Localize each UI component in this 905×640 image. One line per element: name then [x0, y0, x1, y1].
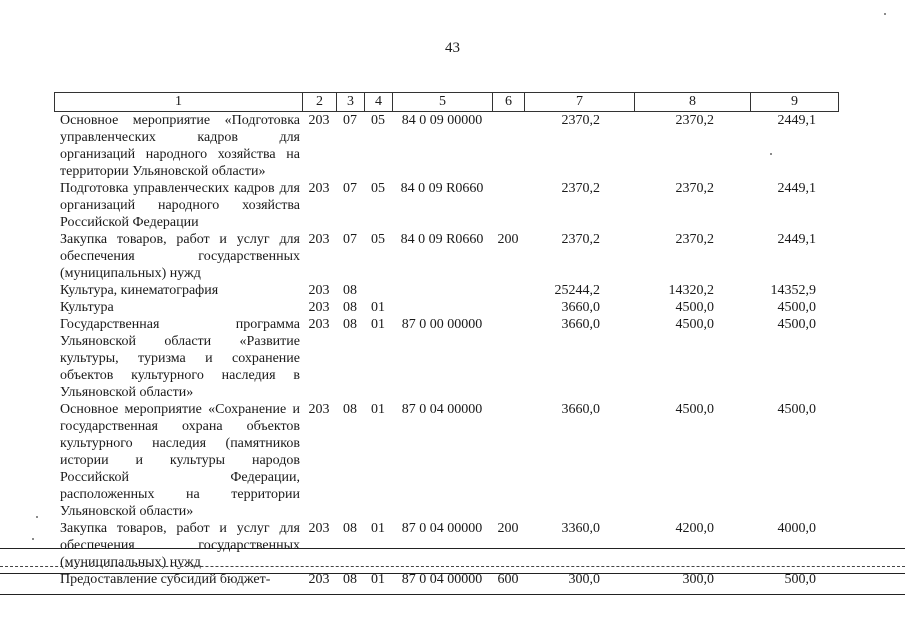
row-value-col7: 3660,0 [561, 300, 600, 315]
row-subsection: 01 [371, 300, 385, 315]
row-subsection: 01 [371, 572, 385, 587]
row-value-col7: 300,0 [568, 572, 600, 587]
row-value-col7: 2370,2 [561, 113, 600, 128]
row-subsection: 01 [371, 317, 385, 332]
scan-artifact-line [0, 566, 905, 567]
row-section: 08 [343, 317, 357, 332]
row-admin-code: 203 [308, 300, 330, 315]
row-target-article: 84 0 09 R0660 [400, 181, 484, 196]
row-value-col9: 4000,0 [777, 521, 816, 536]
column-header-row [54, 92, 839, 112]
row-value-col9: 4500,0 [777, 402, 816, 417]
row-section: 07 [343, 232, 357, 247]
column-header-1: 1 [55, 93, 303, 112]
page-number: 43 [445, 40, 460, 56]
row-value-col7: 3360,0 [561, 521, 600, 536]
row-admin-code: 203 [308, 572, 330, 587]
table-row [54, 231, 838, 282]
row-section: 08 [343, 521, 357, 536]
row-target-article: 87 0 04 00000 [401, 521, 483, 536]
row-value-col8: 14320,2 [668, 283, 714, 298]
row-admin-code: 203 [308, 232, 330, 247]
scan-artifact-speck [32, 538, 34, 540]
column-header-2: 2 [303, 93, 337, 112]
row-section: 08 [343, 402, 357, 417]
row-value-col9: 4500,0 [777, 300, 816, 315]
row-admin-code: 203 [308, 402, 330, 417]
row-name: Подготовка управленческих кадров для организаций народного хозяйства Российской Федерации [60, 181, 300, 230]
row-subsection: 05 [371, 113, 385, 128]
row-value-col7: 2370,2 [561, 181, 600, 196]
scan-artifact-line [0, 573, 905, 574]
row-admin-code: 203 [308, 283, 330, 298]
row-value-col8: 2370,2 [675, 181, 714, 196]
row-target-article: 84 0 09 R0660 [400, 232, 484, 247]
row-section: 07 [343, 113, 357, 128]
row-value-col9: 500,0 [784, 572, 816, 587]
scan-artifact-line [0, 594, 905, 595]
row-value-col7: 25244,2 [554, 283, 600, 298]
scan-artifact-line [0, 548, 905, 549]
budget-table-body [54, 112, 838, 588]
row-name: Государственная программа Ульяновской области «Развитие культуры, туризма и сохранение объектов культурного наследия в Ульяновской области» [60, 317, 300, 400]
column-header-4: 4 [365, 93, 393, 112]
row-value-col8: 4200,0 [675, 521, 714, 536]
column-header-7: 7 [525, 93, 635, 112]
row-section: 08 [343, 283, 357, 298]
row-expense-type: 200 [497, 521, 519, 536]
row-admin-code: 203 [308, 317, 330, 332]
row-admin-code: 203 [308, 181, 330, 196]
row-target-article: 84 0 09 00000 [401, 113, 483, 128]
row-value-col7: 3660,0 [561, 317, 600, 332]
row-value-col7: 3660,0 [561, 402, 600, 417]
table-row [54, 316, 838, 401]
row-value-col8: 4500,0 [675, 317, 714, 332]
row-name: Закупка товаров, работ и услуг для обеспечения государственных (муниципальных) нужд [60, 521, 300, 570]
row-name: Основное мероприятие «Сохранение и государственная охрана объектов культурного наследия (памятников истории и культуры народов Российской Федерации, расположенных на территории Ульяновской области» [60, 402, 300, 519]
row-name: Культура [60, 300, 114, 315]
row-expense-type: 600 [497, 572, 519, 587]
row-value-col7: 2370,2 [561, 232, 600, 247]
column-header-5: 5 [393, 93, 493, 112]
row-subsection: 05 [371, 181, 385, 196]
row-name: Предоставление субсидий бюджет- [60, 572, 271, 587]
row-value-col8: 300,0 [682, 572, 714, 587]
row-value-col8: 4500,0 [675, 300, 714, 315]
row-value-col8: 4500,0 [675, 402, 714, 417]
row-subsection: 01 [371, 521, 385, 536]
table-row [54, 282, 838, 299]
row-value-col8: 2370,2 [675, 113, 714, 128]
row-name: Основное мероприятие «Подготовка управленческих кадров для организаций народного хозяйства на территории Ульяновской области» [60, 113, 300, 179]
row-subsection: 05 [371, 232, 385, 247]
row-admin-code: 203 [308, 113, 330, 128]
scan-artifact-speck [884, 13, 886, 15]
row-subsection: 01 [371, 402, 385, 417]
row-value-col9: 14352,9 [770, 283, 816, 298]
row-section: 08 [343, 300, 357, 315]
table-row [54, 180, 838, 231]
table-row [54, 299, 838, 316]
row-value-col9: 4500,0 [777, 317, 816, 332]
row-name: Культура, кинематография [60, 283, 219, 298]
scan-artifact-speck [36, 516, 38, 518]
row-target-article: 87 0 04 00000 [401, 572, 483, 587]
column-header-8: 8 [635, 93, 751, 112]
row-target-article: 87 0 00 00000 [401, 317, 483, 332]
row-section: 07 [343, 181, 357, 196]
column-header-6: 6 [493, 93, 525, 112]
row-section: 08 [343, 572, 357, 587]
row-target-article: 87 0 04 00000 [401, 402, 483, 417]
row-expense-type: 200 [497, 232, 519, 247]
table-row [54, 112, 838, 180]
table-row [54, 520, 838, 571]
column-header-9: 9 [751, 93, 839, 112]
row-admin-code: 203 [308, 521, 330, 536]
table-row [54, 401, 838, 520]
row-value-col8: 2370,2 [675, 232, 714, 247]
row-value-col9: 2449,1 [777, 113, 816, 128]
scan-artifact-speck [770, 153, 772, 155]
row-name: Закупка товаров, работ и услуг для обеспечения государственных (муниципальных) нужд [60, 232, 300, 281]
column-header-3: 3 [337, 93, 365, 112]
row-value-col9: 2449,1 [777, 232, 816, 247]
row-value-col9: 2449,1 [777, 181, 816, 196]
